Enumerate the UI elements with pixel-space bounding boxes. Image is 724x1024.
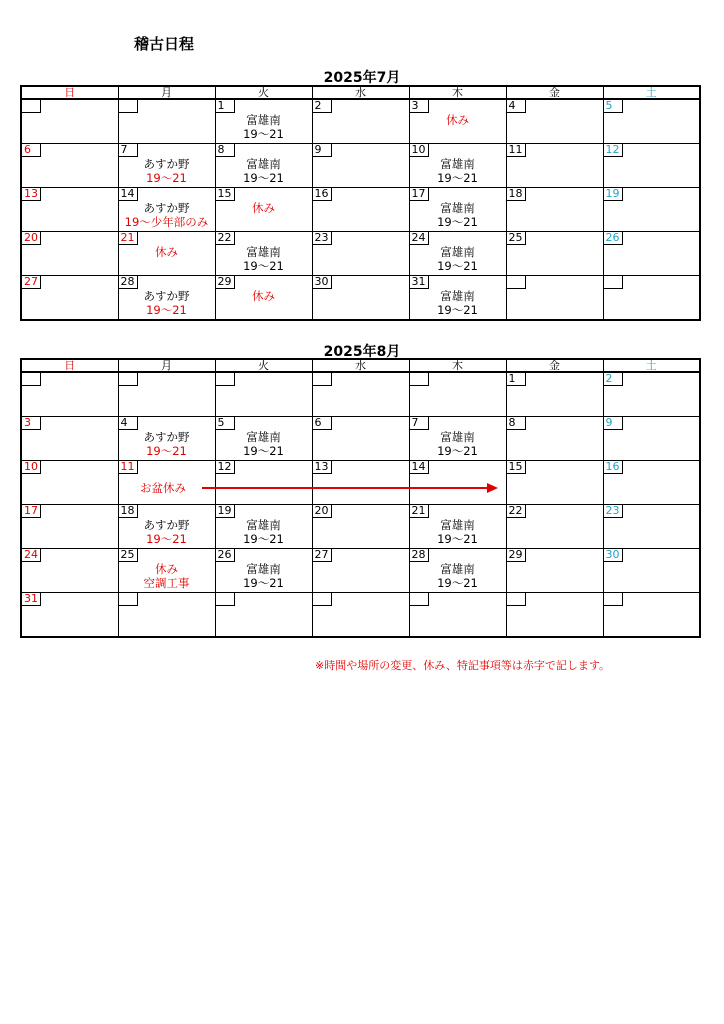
day-number [119, 373, 138, 386]
day-number: 30 [313, 276, 332, 289]
day-number: 7 [119, 144, 138, 157]
schedule-text: 富雄南 [440, 518, 475, 532]
day-number: 16 [604, 461, 623, 474]
day-number: 28 [119, 276, 138, 289]
day-number: 23 [313, 232, 332, 245]
week-row [21, 99, 700, 144]
schedule-text: あすか野 [143, 157, 190, 171]
day-number: 19 [216, 505, 235, 518]
day-number [216, 593, 235, 606]
schedule-text: 19～少年部のみ [124, 215, 209, 229]
day-cell [118, 372, 215, 417]
day-cell [21, 188, 118, 232]
day-number [313, 593, 332, 606]
schedule-text: あすか野 [143, 518, 190, 532]
week-row [21, 188, 700, 232]
day-number: 6 [313, 417, 332, 430]
day-cell [409, 593, 506, 638]
day-number: 3 [22, 417, 41, 430]
schedule-text: 19～21 [437, 532, 478, 546]
schedule-text: 富雄南 [246, 113, 281, 127]
day-number: 4 [119, 417, 138, 430]
day-cell [409, 232, 506, 276]
day-cell [215, 188, 312, 232]
week-row [21, 276, 700, 321]
schedule-text: 19～21 [437, 259, 478, 273]
schedule-text: 休み [446, 113, 469, 127]
day-number [604, 276, 623, 289]
day-cell [21, 593, 118, 638]
schedule-text: 富雄南 [440, 430, 475, 444]
week-row [21, 549, 700, 593]
day-number: 16 [313, 188, 332, 201]
day-cell [312, 188, 409, 232]
schedule-text: 富雄南 [440, 245, 475, 259]
day-number: 15 [216, 188, 235, 201]
day-cell [118, 144, 215, 188]
schedule-text: あすか野 [143, 201, 190, 215]
day-cell [603, 549, 700, 593]
schedule-text: 富雄南 [246, 245, 281, 259]
day-number: 26 [216, 549, 235, 562]
weekday-header: 木 [409, 359, 506, 372]
day-cell [118, 99, 215, 144]
day-cell [603, 99, 700, 144]
weekday-header: 水 [312, 86, 409, 99]
day-number: 6 [22, 144, 41, 157]
day-number: 4 [507, 100, 526, 113]
schedule-text: 富雄南 [440, 562, 475, 576]
day-cell [118, 232, 215, 276]
day-cell [603, 188, 700, 232]
day-number: 13 [22, 188, 41, 201]
day-number: 1 [216, 100, 235, 113]
day-number [119, 593, 138, 606]
day-cell [215, 144, 312, 188]
day-number: 21 [119, 232, 138, 245]
calendar-july [20, 85, 701, 321]
day-cell [506, 505, 603, 549]
schedule-text: 富雄南 [440, 201, 475, 215]
day-cell [603, 505, 700, 549]
page-title: 稽古日程 [134, 35, 195, 53]
day-cell [118, 593, 215, 638]
weekday-header: 月 [118, 359, 215, 372]
weekday-header: 金 [506, 359, 603, 372]
schedule-text: 19～21 [437, 444, 478, 458]
day-cell [215, 372, 312, 417]
day-number [507, 276, 526, 289]
day-number: 31 [410, 276, 429, 289]
day-cell [312, 276, 409, 321]
schedule-text: 富雄南 [246, 518, 281, 532]
day-cell [603, 461, 700, 505]
day-cell [312, 505, 409, 549]
schedule-text: あすか野 [143, 430, 190, 444]
day-number: 24 [22, 549, 41, 562]
day-number: 21 [410, 505, 429, 518]
day-number: 3 [410, 100, 429, 113]
day-number: 14 [410, 461, 429, 474]
day-cell [215, 276, 312, 321]
day-number: 7 [410, 417, 429, 430]
day-number: 8 [507, 417, 526, 430]
schedule-text: 富雄南 [440, 289, 475, 303]
day-cell [21, 417, 118, 461]
schedule-text: 19～21 [437, 215, 478, 229]
day-number: 17 [22, 505, 41, 518]
day-cell [603, 593, 700, 638]
day-cell [21, 232, 118, 276]
weekday-header: 日 [21, 359, 118, 372]
day-number: 13 [313, 461, 332, 474]
day-number [507, 593, 526, 606]
day-number: 11 [119, 461, 138, 474]
day-cell [215, 417, 312, 461]
day-cell [312, 593, 409, 638]
schedule-text: 休み [252, 289, 275, 303]
day-number: 9 [604, 417, 623, 430]
weekday-header: 水 [312, 359, 409, 372]
day-number: 24 [410, 232, 429, 245]
week-row [21, 144, 700, 188]
day-number: 12 [216, 461, 235, 474]
day-number: 27 [313, 549, 332, 562]
schedule-text: 19～21 [243, 444, 284, 458]
schedule-text: 19～21 [243, 171, 284, 185]
day-cell [312, 232, 409, 276]
day-number: 20 [313, 505, 332, 518]
day-number: 29 [216, 276, 235, 289]
obon-arrow-icon [202, 481, 502, 495]
week-row [21, 593, 700, 638]
day-cell [506, 417, 603, 461]
day-cell [603, 276, 700, 321]
day-cell [312, 417, 409, 461]
day-number [22, 373, 41, 386]
day-cell [506, 144, 603, 188]
schedule-text: 富雄南 [246, 430, 281, 444]
schedule-text: 富雄南 [246, 157, 281, 171]
day-cell [215, 549, 312, 593]
day-number [410, 373, 429, 386]
day-cell [118, 417, 215, 461]
schedule-text: 空調工事 [143, 576, 190, 590]
day-number: 11 [507, 144, 526, 157]
day-cell [215, 232, 312, 276]
day-cell [21, 99, 118, 144]
weekday-header: 日 [21, 86, 118, 99]
weekday-header: 金 [506, 86, 603, 99]
day-cell [21, 461, 118, 505]
schedule-text: 19～21 [146, 303, 187, 317]
day-cell [409, 276, 506, 321]
day-number [313, 373, 332, 386]
day-cell [215, 593, 312, 638]
calendar-august [20, 358, 701, 638]
day-cell [409, 372, 506, 417]
day-number: 1 [507, 373, 526, 386]
schedule-text: 休み [155, 562, 178, 576]
schedule-text: 19～21 [243, 259, 284, 273]
schedule-text: 19～21 [243, 576, 284, 590]
footnote: ※時間や場所の変更、休み、特記事項等は赤字で記します。 [315, 659, 610, 672]
schedule-text: 休み [252, 201, 275, 215]
day-cell [118, 505, 215, 549]
month-title-august: 2025年8月 [323, 344, 401, 360]
schedule-text: 19～21 [146, 444, 187, 458]
day-cell [118, 549, 215, 593]
schedule-text: 富雄南 [440, 157, 475, 171]
week-row [21, 372, 700, 417]
day-number: 18 [119, 505, 138, 518]
day-cell [312, 144, 409, 188]
weekday-header: 土 [603, 359, 700, 372]
day-number: 26 [604, 232, 623, 245]
day-number: 10 [22, 461, 41, 474]
day-cell [409, 144, 506, 188]
day-cell [118, 188, 215, 232]
day-cell [409, 417, 506, 461]
day-number: 30 [604, 549, 623, 562]
day-number: 20 [22, 232, 41, 245]
day-cell [409, 505, 506, 549]
schedule-text: 19～21 [437, 171, 478, 185]
weekday-header: 土 [603, 86, 700, 99]
day-cell [21, 276, 118, 321]
day-number: 5 [604, 100, 623, 113]
weekday-header: 火 [215, 359, 312, 372]
day-cell [603, 144, 700, 188]
day-number: 12 [604, 144, 623, 157]
day-cell [506, 593, 603, 638]
day-cell [312, 372, 409, 417]
day-number: 19 [604, 188, 623, 201]
day-number: 8 [216, 144, 235, 157]
schedule-text: 19～21 [437, 303, 478, 317]
day-cell [409, 549, 506, 593]
day-cell [603, 232, 700, 276]
day-number: 23 [604, 505, 623, 518]
day-cell [312, 549, 409, 593]
day-number: 5 [216, 417, 235, 430]
day-number: 29 [507, 549, 526, 562]
day-cell [118, 276, 215, 321]
day-number: 15 [507, 461, 526, 474]
day-cell [506, 549, 603, 593]
schedule-text: 19～21 [243, 127, 284, 141]
month-title-july: 2025年7月 [323, 70, 401, 86]
day-number: 27 [22, 276, 41, 289]
schedule-text: 19～21 [146, 171, 187, 185]
weekday-header: 月 [118, 86, 215, 99]
day-number: 2 [313, 100, 332, 113]
day-cell [603, 372, 700, 417]
week-row [21, 505, 700, 549]
day-number: 28 [410, 549, 429, 562]
obon-label: お盆休み [140, 481, 186, 495]
day-cell [506, 232, 603, 276]
schedule-text: 富雄南 [246, 562, 281, 576]
weekday-header: 木 [409, 86, 506, 99]
day-cell [409, 99, 506, 144]
day-cell [215, 99, 312, 144]
day-number [410, 593, 429, 606]
day-cell [21, 144, 118, 188]
weekday-header: 火 [215, 86, 312, 99]
day-number: 25 [119, 549, 138, 562]
day-cell [21, 549, 118, 593]
day-cell [21, 372, 118, 417]
day-number [604, 593, 623, 606]
day-cell [506, 372, 603, 417]
week-row [21, 232, 700, 276]
day-cell [506, 276, 603, 321]
schedule-text: 19～21 [437, 576, 478, 590]
day-number [22, 100, 41, 113]
day-number: 22 [216, 232, 235, 245]
schedule-text: 休み [155, 245, 178, 259]
day-cell [21, 505, 118, 549]
day-cell [409, 188, 506, 232]
day-cell [312, 99, 409, 144]
day-cell [506, 461, 603, 505]
day-cell [603, 417, 700, 461]
day-number: 2 [604, 373, 623, 386]
day-number: 22 [507, 505, 526, 518]
schedule-text: あすか野 [143, 289, 190, 303]
day-number: 25 [507, 232, 526, 245]
day-cell [506, 188, 603, 232]
day-number: 31 [22, 593, 41, 606]
day-cell [215, 505, 312, 549]
day-number: 18 [507, 188, 526, 201]
day-number [216, 373, 235, 386]
day-number [119, 100, 138, 113]
day-number: 17 [410, 188, 429, 201]
day-number: 14 [119, 188, 138, 201]
week-row [21, 417, 700, 461]
schedule-text: 19～21 [146, 532, 187, 546]
schedule-text: 19～21 [243, 532, 284, 546]
day-cell [506, 99, 603, 144]
day-number: 9 [313, 144, 332, 157]
day-number: 10 [410, 144, 429, 157]
